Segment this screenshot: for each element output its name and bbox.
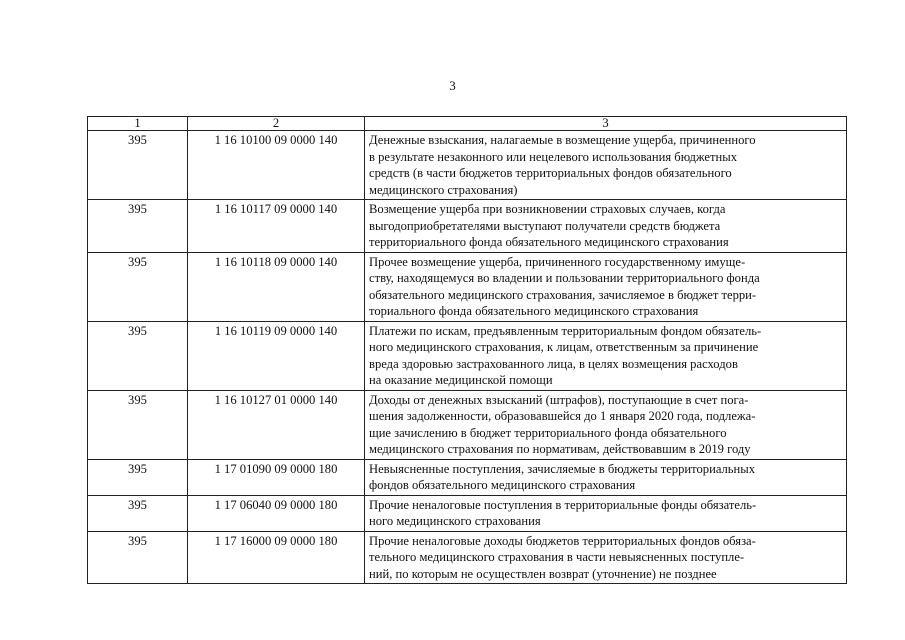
description-line: ного медицинского страхования [369,514,541,528]
description-line: медицинского страхования по нормативам, действовавшим в 2019 году [369,442,751,456]
budget-code-cell: 1 16 10100 09 0000 140 [188,131,365,200]
description-line: Доходы от денежных взысканий (штрафов), поступающие в счет пога- [369,392,749,407]
description-line: медицинского страхования) [369,182,518,197]
description-line: ториального фонда обязательного медицинского страхования [369,304,699,318]
admin-code-cell: 395 [88,131,188,200]
description-line: ний, по которым не осуществлен возврат (уточнение) не позднее [369,566,717,581]
description-cell [365,531,847,584]
description-line: территориального фонда обязательного медицинского страхования [369,235,729,249]
admin-code-cell: 395 [88,495,188,531]
table-header [88,117,847,131]
description-line: ству, находящемуся во владении и пользовании территориального фонда [369,271,760,285]
table-row [88,390,847,459]
description-line: средств (в части бюджетов территориальных фондов обязательного [369,166,732,180]
table-body [88,131,847,584]
header-col-2: 2 [188,117,365,131]
budget-code-cell: 1 16 10117 09 0000 140 [188,200,365,253]
table-row [88,200,847,253]
description-line: вреда здоровью застрахованного лица, в целях возмещения расходов [369,356,738,371]
description-line: в результате незаконного или нецелевого использования бюджетных [369,149,738,164]
table-row [88,321,847,390]
description-cell [365,131,847,200]
table-row [88,531,847,584]
description-cell [365,390,847,459]
description-line: Платежи по искам, предъявленным территориальным фондом обязатель- [369,323,762,338]
description-line: Прочее возмещение ущерба, причиненного государственному имуще- [369,254,746,269]
description-line: щие зачислению в бюджет территориального фонда обязательного [369,425,727,440]
description-cell [365,459,847,495]
budget-code-cell: 1 16 10118 09 0000 140 [188,252,365,321]
revenue-codes-table [87,116,847,584]
admin-code-cell: 395 [88,321,188,390]
budget-code-cell: 1 16 10127 01 0000 140 [188,390,365,459]
description-line: Возмещение ущерба при возникновении страховых случаев, когда [369,202,726,216]
description-cell [365,321,847,390]
description-line: фондов обязательного медицинского страхования [369,478,636,492]
description-line: выгодоприобретателями выступают получатели средств бюджета [369,218,721,233]
budget-code-cell: 1 17 16000 09 0000 180 [188,531,365,584]
table-row [88,459,847,495]
header-col-3: 3 [365,117,847,131]
header-row [88,117,847,131]
budget-code-cell: 1 17 06040 09 0000 180 [188,495,365,531]
admin-code-cell: 395 [88,531,188,584]
budget-code-cell: 1 17 01090 09 0000 180 [188,459,365,495]
description-cell [365,252,847,321]
description-line: Прочие неналоговые доходы бюджетов территориальных фондов обяза- [369,533,756,548]
header-col-1: 1 [88,117,188,131]
description-cell [365,495,847,531]
table-row [88,131,847,200]
description-line: ного медицинского страхования, к лицам, ответственным за причинение [369,340,759,354]
table-row [88,252,847,321]
admin-code-cell: 395 [88,252,188,321]
description-line: шения задолженности, образовавшейся до 1 января 2020 года, подлежа- [369,409,756,423]
table-row [88,495,847,531]
description-line: обязательного медицинского страхования, зачисляемое в бюджет терри- [369,287,757,302]
admin-code-cell: 395 [88,390,188,459]
admin-code-cell: 395 [88,459,188,495]
description-line: на оказание медицинской помощи [369,373,553,387]
description-line: Денежные взыскания, налагаемые в возмещение ущерба, причиненного [369,133,756,147]
description-line: Невыясненные поступления, зачисляемые в бюджеты территориальных [369,461,756,476]
description-cell [365,200,847,253]
description-line: тельного медицинского страхования в части невыясненных поступле- [369,550,745,564]
page-number: 3 [449,78,456,93]
budget-code-cell: 1 16 10119 09 0000 140 [188,321,365,390]
description-line: Прочие неналоговые поступления в территориальные фонды обязатель- [369,497,757,512]
admin-code-cell: 395 [88,200,188,253]
